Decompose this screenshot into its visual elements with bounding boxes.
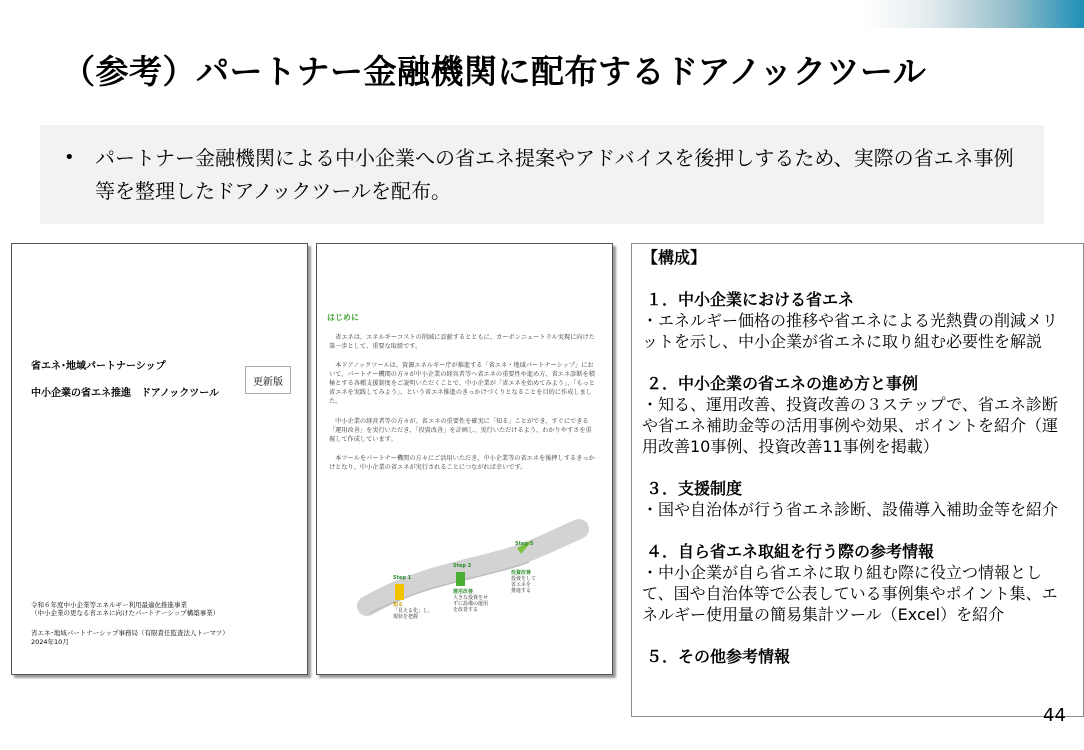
bullet-icon: • [64, 147, 75, 168]
step1-label: Step 1 [393, 575, 412, 581]
step2-desc-1: 大きな投資をせ [453, 595, 489, 601]
structure-box [631, 243, 1084, 717]
step2-label: Step 2 [453, 563, 472, 569]
section-4-title: ４．自ら省エネ取組を行う際の参考情報 [646, 542, 935, 561]
step2-desc-2: ずに設備の運用 [453, 601, 489, 607]
step1-desc-1: 「見える化」し、 [393, 608, 434, 614]
section-3-body: ・国や自治体が行う省エネ診断、設備導入補助金等を紹介 [642, 500, 1059, 519]
intro-paragraph-1: 省エネは、エネルギーコストの削減に貢献するとともに、カーボンニュートラル実現に向けた第一歩として、重要な取組です。 [329, 334, 595, 350]
summary-text: パートナー金融機関による中小企業への省エネ提案やアドバイスを後押しするため、実際の省エネ事例等を整理したドアノックツールを配布。 [95, 146, 1014, 203]
page-title: （参考）パートナー金融機関に配布するドアノックツール [62, 52, 927, 91]
section-1-title: １．中小企業における省エネ [646, 290, 855, 309]
cover-secretariat: 省エネ･地域パートナーシップ事務局（有限責任監査法人トーマツ） [31, 629, 229, 637]
page-number: 44 [1043, 705, 1066, 726]
step3-desc-2: 省エネを [511, 582, 532, 588]
cover-project-name: 令和６年度中小企業等エネルギー利用最適化推進事業 [31, 601, 187, 609]
section-5-title: ５．その他参考情報 [646, 647, 791, 666]
step3-desc-3: 推進する [511, 588, 532, 594]
updated-badge: 更新版 [245, 366, 291, 394]
section-3-title: ３．支援制度 [646, 479, 743, 498]
intro-paragraph-4: 本ツールをパートナー機関の方々にご活用いただき、中小企業等の省エネを後押しするきっかけとなり、中小企業の省エネが実行されることにつながれば幸いです。 [329, 455, 595, 471]
cover-page-thumbnail [11, 243, 308, 675]
step2-desc-3: を改善する [453, 607, 479, 613]
intro-paragraph-3: 中小企業の経営者等の方々が、省エネの重要性を確実に「知る」ことができ、すぐにできる「運用改善」を実行いただき、「投資改善」を計画し、実行いただけるよう、わかりやすさを重視して作成しています。 [329, 418, 592, 443]
step3-name: 投資改善 [511, 570, 532, 576]
structure-heading: 【構成】 [642, 248, 707, 267]
intro-page-thumbnail [316, 243, 613, 675]
step1-name: 知る [393, 602, 404, 608]
section-2-title: ２．中小企業の省エネの進め方と事例 [646, 374, 919, 393]
section-1-body: ・エネルギー価格の推移や省エネによる光熱費の削減メリットを示し、中小企業が省エネに取り組む必要性を解説 [642, 311, 1059, 351]
step2-marker [456, 572, 465, 586]
section-4-body: ・中小企業が自ら省エネに取り組む際に役立つ情報として、国や自治体等で公表している事例集やポイント集、エネルギー使用量の簡易集計ツール（Excel）を紹介 [642, 563, 1058, 624]
step1-desc-2: 現状を把握 [393, 614, 419, 620]
step3-desc-1: 投資をして [511, 576, 537, 582]
step1-marker [395, 584, 404, 600]
cover-subtitle: 省エネ･地域パートナーシップ [31, 361, 166, 372]
summary-box [40, 125, 1044, 224]
cover-title: 中小企業の省エネ推進 ドアノックツール [31, 388, 219, 399]
section-2-body: ・知る、運用改善、投資改善の３ステップで、省エネ診断や省エネ補助金等の活用事例や効果、ポイントを紹介（運用改善10事例、投資改善11事例を掲載） [642, 395, 1059, 456]
intro-paragraph-2: 本ドアノックツールは、資源エネルギー庁が推進する「省エネ・地域パートナーシップ」において、パートナー機関の方々が中小企業の経営者等へ省エネの重要性や進め方、省エネ診断を積極とする各種支援制度をご説明いただくことで、中小企業が「省エネを始めてみよう」、「もっと省エネを実践してみよう」、という省エネ推進のきっかけづくりとなることを目的に作成しました。 [329, 362, 595, 405]
cover-project-subname: （中小企業の更なる省エネに向けたパートナーシップ構築事業） [31, 609, 220, 617]
cover-date: 2024年10月 [31, 638, 69, 646]
corner-accent-bar [864, 0, 1084, 28]
intro-heading: はじめに [327, 313, 359, 322]
step2-name: 運用改善 [453, 589, 474, 595]
step3-label: Step 3 [515, 541, 534, 547]
